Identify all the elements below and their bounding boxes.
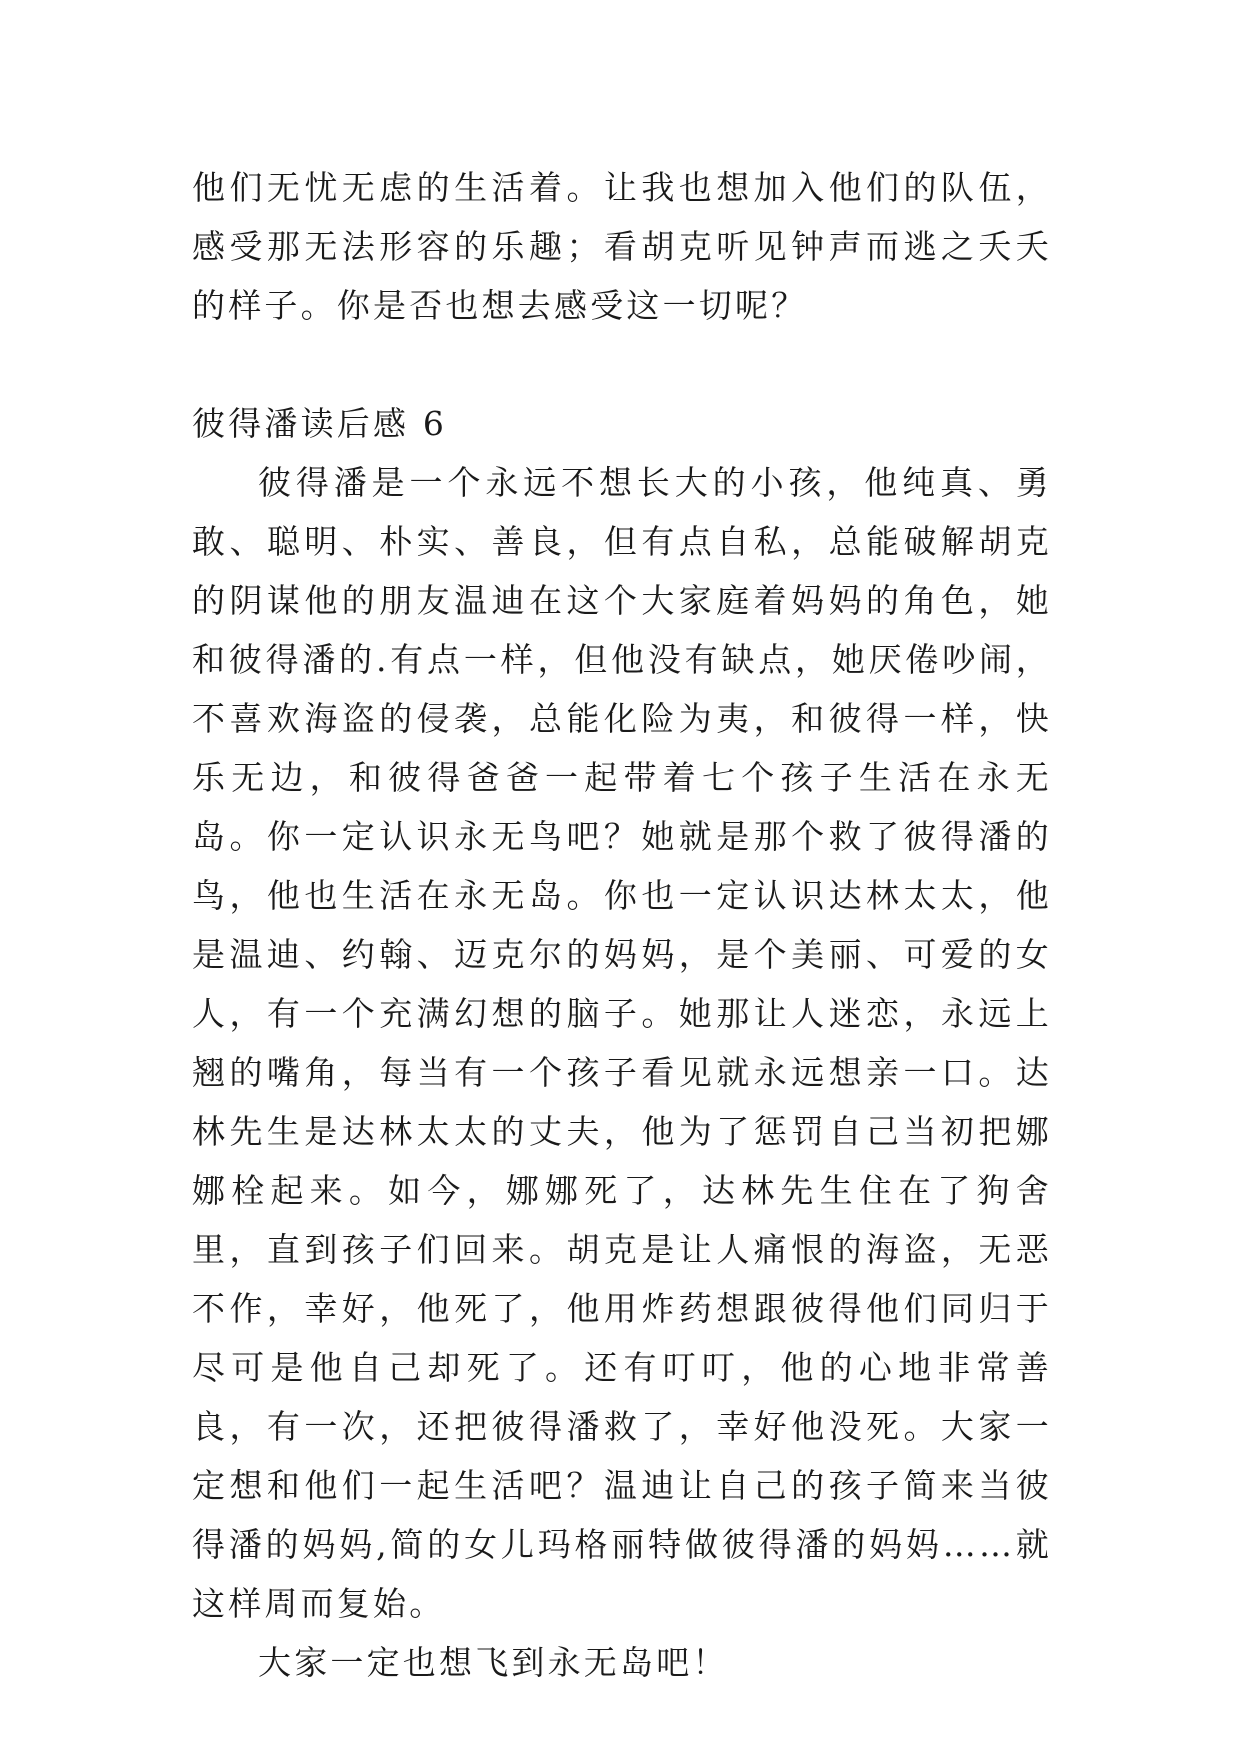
document-body — [192, 158, 1052, 1692]
body-paragraph-2: 大家一定也想飞到永无岛吧！ — [258, 1643, 729, 1682]
continued-paragraph: 他们无忧无虑的生活着。让我也想加入他们的队伍，感受那无法形容的乐趣；看胡克听见钟声而逃之夭夭的样子。你是否也想去感受这一切呢？ — [192, 168, 1052, 325]
section-title: 彼得潘读后感 6 — [192, 404, 448, 443]
body-paragraph-1: 彼得潘是一个永远不想长大的小孩，他纯真、勇敢、聪明、朴实、善良，但有点自私，总能破解胡克的阴谋他的朋友温迪在这个大家庭着妈妈的角色，她和彼得潘的.有点一样，但他没有缺点，她厌倦吵闹，不喜欢海盗的侵袭，总能化险为夷，和彼得一样，快乐无边，和彼得爸爸一起带着七个孩子生活在永无岛。你一定认识永无鸟吧？她就是那个救了彼得潘的鸟，他也生活在永无岛。你也一定认识达林太太，他是温迪、约翰、迈克尔的妈妈，是个美丽、可爱的女人，有一个充满幻想的脑子。她那让人迷恋，永远上翘的嘴角，每当有一个孩子看见就永远想亲一口。达林先生是达林太太的丈夫，他为了惩罚自己当初把娜娜栓起来。如今，娜娜死了，达林先生住在了狗舍里，直到孩子们回来。胡克是让人痛恨的海盗，无恶不作，幸好，他死了，他用炸药想跟彼得他们同归于尽可是他自己却死了。还有叮叮，他的心地非常善良，有一次，还把彼得潘救了，幸好他没死。大家一定想和他们一起生活吧？温迪让自己的孩子简来当彼得潘的妈妈,简的女儿玛格丽特做彼得潘的妈妈……就这样周而复始。 — [192, 463, 1052, 1623]
